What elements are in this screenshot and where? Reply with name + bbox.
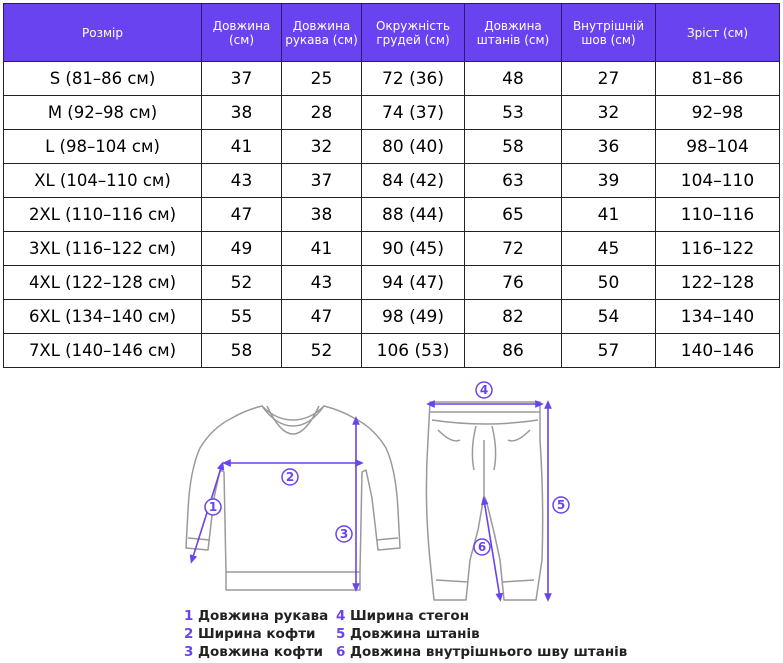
header-height: Зріст (см)	[656, 4, 780, 62]
table-cell: 28	[282, 96, 362, 130]
marker-6-icon	[474, 539, 490, 555]
table-cell: 38	[202, 96, 282, 130]
legend-item-6: 6 Довжина внутрішнього шву штанів	[336, 644, 628, 660]
table-cell: 50	[562, 266, 656, 300]
marker-1-icon	[205, 499, 221, 515]
table-cell: 122–128	[656, 266, 780, 300]
table-cell: 41	[282, 232, 362, 266]
marker-4-icon	[476, 382, 492, 398]
table-cell: 65	[465, 198, 562, 232]
table-cell: 88 (44)	[362, 198, 465, 232]
table-cell: 98–104	[656, 130, 780, 164]
table-cell: 49	[202, 232, 282, 266]
table-cell: 54	[562, 300, 656, 334]
size-cell: S (81–86 см)	[4, 62, 202, 96]
table-cell: 63	[465, 164, 562, 198]
table-cell: 92–98	[656, 96, 780, 130]
size-cell: 6XL (134–140 см)	[4, 300, 202, 334]
table-cell: 53	[465, 96, 562, 130]
size-cell: XL (104–110 см)	[4, 164, 202, 198]
table-cell: 74 (37)	[362, 96, 465, 130]
table-cell: 52	[202, 266, 282, 300]
table-cell: 25	[282, 62, 362, 96]
table-cell: 41	[562, 198, 656, 232]
svg-text:2: 2	[285, 470, 295, 484]
table-cell: 43	[202, 164, 282, 198]
size-cell: M (92–98 см)	[4, 96, 202, 130]
table-cell: 134–140	[656, 300, 780, 334]
table-cell: 43	[282, 266, 362, 300]
size-cell: 7XL (140–146 см)	[4, 334, 202, 368]
size-cell: 2XL (110–116 см)	[4, 198, 202, 232]
size-cell: L (98–104 см)	[4, 130, 202, 164]
size-cell: 4XL (122–128 см)	[4, 266, 202, 300]
marker-5-icon	[553, 497, 569, 513]
header-chest: Окружність грудей (см)	[362, 4, 465, 62]
table-cell: 47	[202, 198, 282, 232]
marker-3-icon	[336, 526, 352, 542]
table-cell: 82	[465, 300, 562, 334]
table-cell: 94 (47)	[362, 266, 465, 300]
table-cell: 80 (40)	[362, 130, 465, 164]
size-cell: 3XL (116–122 см)	[4, 232, 202, 266]
header-length: Довжина (см)	[202, 4, 282, 62]
table-cell: 32	[282, 130, 362, 164]
table-cell: 37	[202, 62, 282, 96]
table-cell: 116–122	[656, 232, 780, 266]
svg-text:1: 1	[208, 500, 218, 514]
legend-item-5: 5 Довжина штанів	[336, 626, 480, 642]
table-cell: 106 (53)	[362, 334, 465, 368]
legend-item-1: 1 Довжина рукава	[184, 608, 329, 624]
header-pants-length: Довжина штанів (см)	[465, 4, 562, 62]
legend-item-4: 4 Ширина стегон	[336, 608, 470, 624]
table-cell: 38	[282, 198, 362, 232]
table-cell: 57	[562, 334, 656, 368]
table-cell: 45	[562, 232, 656, 266]
legend-item-3: 3 Довжина кофти	[184, 644, 323, 660]
table-cell: 52	[282, 334, 362, 368]
marker-2-icon	[282, 469, 298, 485]
svg-text:4: 4	[479, 383, 489, 397]
table-cell: 81–86	[656, 62, 780, 96]
table-cell: 110–116	[656, 198, 780, 232]
table-cell: 140–146	[656, 334, 780, 368]
table-cell: 47	[282, 300, 362, 334]
table-cell: 36	[562, 130, 656, 164]
legend-item-2: 2 Ширина кофти	[184, 626, 316, 642]
table-cell: 41	[202, 130, 282, 164]
svg-text:3: 3	[339, 527, 349, 541]
table-cell: 27	[562, 62, 656, 96]
header-inseam: Внутрішній шов (см)	[562, 4, 656, 62]
header-sleeve-length: Довжина рукава (см)	[282, 4, 362, 62]
table-cell: 86	[465, 334, 562, 368]
table-cell: 37	[282, 164, 362, 198]
table-cell: 104–110	[656, 164, 780, 198]
header-size: Розмір	[4, 4, 202, 62]
table-cell: 76	[465, 266, 562, 300]
table-cell: 58	[465, 130, 562, 164]
table-cell: 84 (42)	[362, 164, 465, 198]
sweatshirt-outline	[186, 406, 400, 590]
table-cell: 72 (36)	[362, 62, 465, 96]
table-cell: 98 (49)	[362, 300, 465, 334]
table-cell: 39	[562, 164, 656, 198]
table-cell: 58	[202, 334, 282, 368]
table-cell: 72	[465, 232, 562, 266]
table-cell: 32	[562, 96, 656, 130]
svg-text:5: 5	[556, 498, 566, 512]
table-cell: 90 (45)	[362, 232, 465, 266]
svg-text:6: 6	[477, 540, 487, 554]
table-cell: 48	[465, 62, 562, 96]
table-cell: 55	[202, 300, 282, 334]
